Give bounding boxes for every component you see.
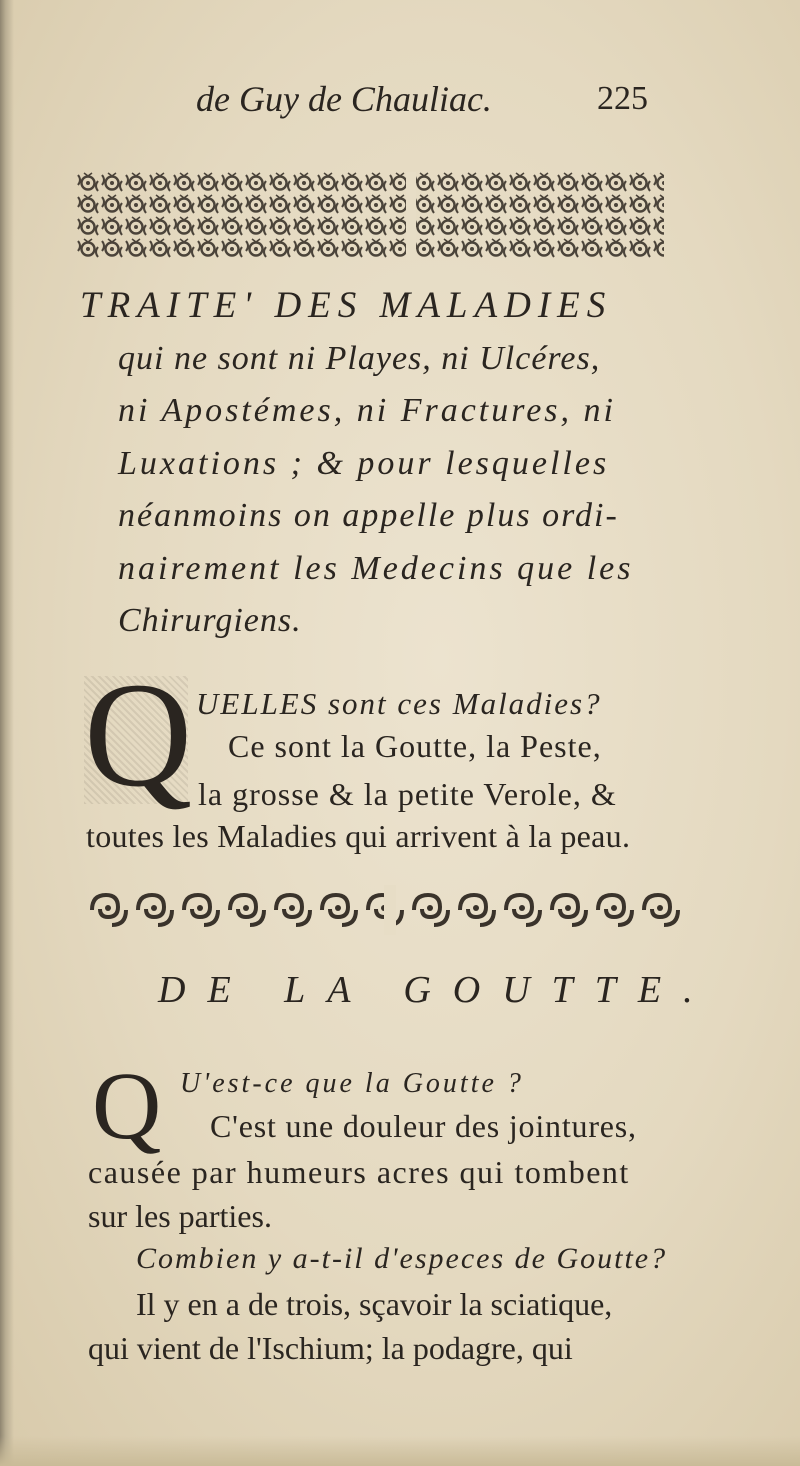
title-line: ni Apostémes, ni Fractures, ni xyxy=(118,392,616,429)
page-number: 225 xyxy=(597,80,648,117)
body-line: Il y en a de trois, sçavoir la sciatique, xyxy=(136,1286,613,1322)
body-line: C'est une douleur des jointures, xyxy=(210,1108,637,1144)
title-line: Luxations ; & pour lesquelles xyxy=(118,444,610,482)
drop-cap-q: Q xyxy=(92,1052,162,1159)
body-line: la grosse & la petite Verole, & xyxy=(198,776,617,812)
treatise-title xyxy=(80,280,690,648)
title-line: TRAITE' DES MALADIES xyxy=(80,285,613,326)
question-heading: Combien y a-t-il d'especes de Goutte? xyxy=(136,1242,668,1275)
page-gutter-shadow xyxy=(0,0,14,1466)
body-line: Ce sont la Goutte, la Peste, xyxy=(228,728,602,764)
body-line: causée par humeurs acres qui tombent xyxy=(88,1154,630,1190)
question-heading: UELLES sont ces Maladies? xyxy=(196,686,602,721)
body-line: qui vient de l'Ischium; la podagre, qui xyxy=(88,1330,573,1366)
fleuron-band-icon xyxy=(86,885,688,935)
title-line: nairement les Medecins que les xyxy=(118,549,634,587)
title-line: néanmoins on appelle plus ordi- xyxy=(118,497,619,534)
title-line: qui ne sont ni Playes, ni Ulcéres, xyxy=(118,339,601,377)
drop-cap-q: Q xyxy=(84,652,193,818)
body-line: sur les parties. xyxy=(88,1198,272,1234)
fleuron-band-icon xyxy=(76,172,664,260)
question-heading: U'est-ce que la Goutte ? xyxy=(180,1068,524,1099)
title-line: Chirurgiens. xyxy=(118,602,302,639)
section-title: DE LA GOUTTE. xyxy=(158,969,715,1011)
page-bottom-shadow xyxy=(0,1436,800,1466)
running-title: de Guy de Chauliac. xyxy=(196,79,492,119)
body-line: toutes les Maladies qui arrivent à la peau. xyxy=(86,818,631,854)
